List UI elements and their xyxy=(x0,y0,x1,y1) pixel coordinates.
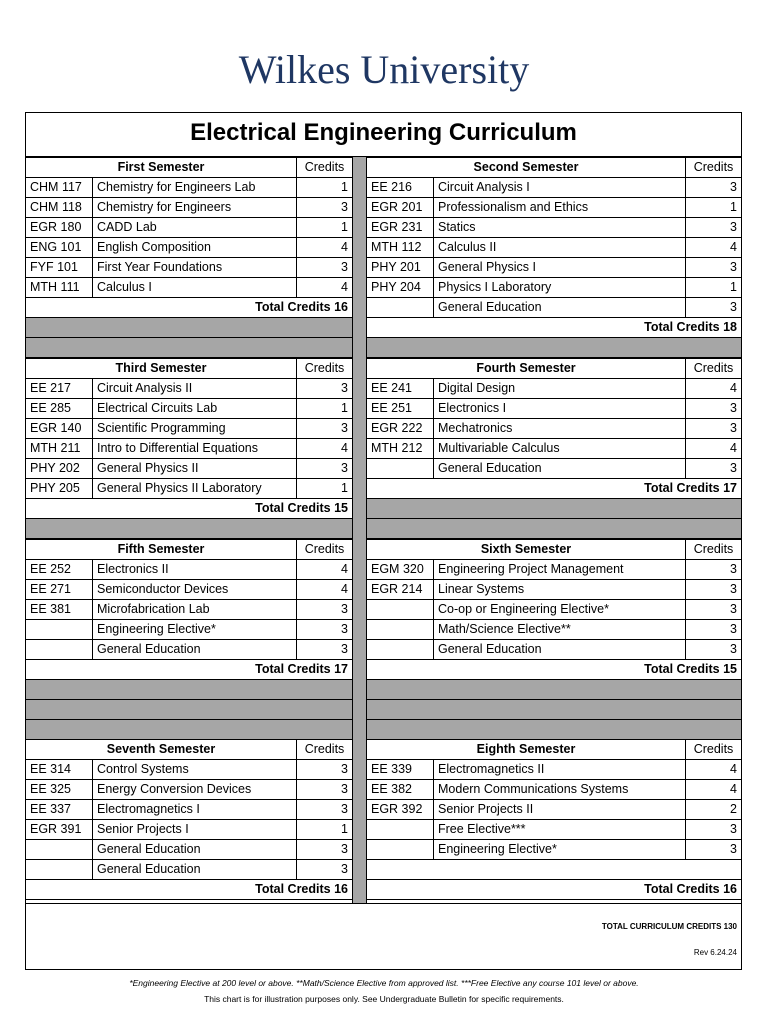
course-code: PHY 202 xyxy=(26,459,93,479)
course-credits: 3 xyxy=(686,640,742,660)
semester-header-row xyxy=(26,740,353,760)
course-row xyxy=(26,178,353,198)
course-row xyxy=(367,800,742,820)
course-code: PHY 204 xyxy=(367,278,434,298)
course-row xyxy=(367,580,742,600)
course-credits: 1 xyxy=(297,820,353,840)
course-credits: 3 xyxy=(297,780,353,800)
spacer-row xyxy=(367,519,742,539)
course-code xyxy=(26,840,93,860)
semester-name: Seventh Semester xyxy=(26,740,297,760)
course-title: Digital Design xyxy=(434,379,686,399)
credits-header: Credits xyxy=(686,359,742,379)
course-title: Electrical Circuits Lab xyxy=(93,399,297,419)
course-row xyxy=(367,198,742,218)
course-title: General Education xyxy=(434,640,686,660)
total-credits: Total Credits 16 xyxy=(26,298,353,318)
course-code xyxy=(367,840,434,860)
footnote-electives: *Engineering Elective at 200 level or above. **Math/Science Elective from approved list. ***Free Elective any course 101 level or above. xyxy=(129,978,639,988)
course-title: Co-op or Engineering Elective* xyxy=(434,600,686,620)
course-code xyxy=(26,640,93,660)
second-semester-table xyxy=(366,157,742,358)
course-credits: 3 xyxy=(297,840,353,860)
course-credits: 3 xyxy=(297,258,353,278)
course-title: Mechatronics xyxy=(434,419,686,439)
course-credits: 3 xyxy=(686,218,742,238)
course-code: EGR 180 xyxy=(26,218,93,238)
semester-name: Fourth Semester xyxy=(367,359,686,379)
course-title: Electromagnetics I xyxy=(93,800,297,820)
course-title: Chemistry for Engineers xyxy=(93,198,297,218)
course-row xyxy=(26,278,353,298)
spacer-row xyxy=(26,519,353,539)
course-row xyxy=(26,640,353,660)
course-credits: 4 xyxy=(686,238,742,258)
fourth-semester-table xyxy=(366,358,742,539)
course-credits: 1 xyxy=(297,178,353,198)
course-row xyxy=(26,800,353,820)
course-credits: 3 xyxy=(297,860,353,880)
course-credits: 3 xyxy=(297,620,353,640)
total-credits: Total Credits 16 xyxy=(367,880,742,900)
course-row xyxy=(26,600,353,620)
total-credits-row xyxy=(26,660,353,680)
course-code: EE 252 xyxy=(26,560,93,580)
course-credits: 4 xyxy=(297,238,353,258)
course-credits: 3 xyxy=(297,800,353,820)
course-row xyxy=(26,840,353,860)
course-code: PHY 205 xyxy=(26,479,93,499)
course-title: General Physics II xyxy=(93,459,297,479)
seventh-semester-table xyxy=(25,739,353,900)
credits-header: Credits xyxy=(686,540,742,560)
course-title: General Education xyxy=(434,459,686,479)
course-code: EE 382 xyxy=(367,780,434,800)
course-code: EGR 201 xyxy=(367,198,434,218)
course-code: CHM 117 xyxy=(26,178,93,198)
course-credits: 1 xyxy=(297,399,353,419)
course-title: Scientific Programming xyxy=(93,419,297,439)
course-credits: 3 xyxy=(297,640,353,660)
course-code xyxy=(367,600,434,620)
spacer-row xyxy=(367,499,742,519)
eighth-semester-table xyxy=(366,739,742,900)
course-credits: 2 xyxy=(686,800,742,820)
course-code: EE 381 xyxy=(26,600,93,620)
course-credits: 3 xyxy=(297,419,353,439)
course-code: EE 337 xyxy=(26,800,93,820)
course-title: Semiconductor Devices xyxy=(93,580,297,600)
course-title: General Physics II Laboratory xyxy=(93,479,297,499)
course-code: EE 251 xyxy=(367,399,434,419)
semester-name: Fifth Semester xyxy=(26,540,297,560)
course-row xyxy=(367,218,742,238)
course-code: EE 216 xyxy=(367,178,434,198)
course-credits: 4 xyxy=(686,379,742,399)
course-row xyxy=(26,620,353,640)
course-credits: 3 xyxy=(686,258,742,278)
semester-table xyxy=(366,739,742,900)
course-title: General Education xyxy=(93,640,297,660)
course-credits: 3 xyxy=(686,178,742,198)
course-credits: 3 xyxy=(297,379,353,399)
course-code xyxy=(367,298,434,318)
course-row xyxy=(367,278,742,298)
course-row xyxy=(367,178,742,198)
total-credits-row xyxy=(367,880,742,900)
course-credits: 4 xyxy=(686,760,742,780)
course-title: Engineering Project Management xyxy=(434,560,686,580)
course-title: Multivariable Calculus xyxy=(434,439,686,459)
course-credits: 4 xyxy=(297,580,353,600)
course-title: Linear Systems xyxy=(434,580,686,600)
course-credits: 4 xyxy=(297,439,353,459)
course-title: General Education xyxy=(93,860,297,880)
column-divider xyxy=(352,157,367,903)
course-title: Electronics I xyxy=(434,399,686,419)
course-title: Modern Communications Systems xyxy=(434,780,686,800)
course-credits: 3 xyxy=(686,560,742,580)
semester-header-row xyxy=(26,158,353,178)
revision-label: Rev 6.24.24 xyxy=(693,948,737,957)
course-title: Engineering Elective* xyxy=(93,620,297,640)
course-row xyxy=(26,258,353,278)
semester-table xyxy=(366,358,742,539)
course-title: Microfabrication Lab xyxy=(93,600,297,620)
course-code: EGR 391 xyxy=(26,820,93,840)
course-row xyxy=(367,640,742,660)
course-code: EE 271 xyxy=(26,580,93,600)
course-code: EE 339 xyxy=(367,760,434,780)
course-row xyxy=(367,760,742,780)
semester-name: First Semester xyxy=(26,158,297,178)
spacer-row xyxy=(367,680,742,700)
course-code: EGR 231 xyxy=(367,218,434,238)
total-credits-row xyxy=(367,479,742,499)
course-title: Math/Science Elective** xyxy=(434,620,686,640)
course-title: General Physics I xyxy=(434,258,686,278)
course-code: MTH 212 xyxy=(367,439,434,459)
course-credits: 3 xyxy=(686,459,742,479)
course-row xyxy=(26,399,353,419)
course-row xyxy=(26,459,353,479)
credits-header: Credits xyxy=(686,740,742,760)
course-title: Senior Projects II xyxy=(434,800,686,820)
course-row xyxy=(26,218,353,238)
first-semester-table xyxy=(25,157,353,358)
total-credits-row xyxy=(26,880,353,900)
credits-header: Credits xyxy=(297,740,353,760)
course-title: Statics xyxy=(434,218,686,238)
course-row xyxy=(367,419,742,439)
total-credits: Total Credits 17 xyxy=(367,479,742,499)
course-row xyxy=(26,238,353,258)
course-credits: 4 xyxy=(686,780,742,800)
course-code: EGR 392 xyxy=(367,800,434,820)
course-credits: 3 xyxy=(297,198,353,218)
course-title: Senior Projects I xyxy=(93,820,297,840)
course-code: EGR 222 xyxy=(367,419,434,439)
course-code xyxy=(26,860,93,880)
course-row xyxy=(26,379,353,399)
course-code: FYF 101 xyxy=(26,258,93,278)
course-row xyxy=(26,198,353,218)
course-code: EGR 140 xyxy=(26,419,93,439)
course-row xyxy=(26,439,353,459)
course-code: MTH 111 xyxy=(26,278,93,298)
course-title: Circuit Analysis I xyxy=(434,178,686,198)
course-credits: 3 xyxy=(686,600,742,620)
course-row xyxy=(367,620,742,640)
course-code: EGM 320 xyxy=(367,560,434,580)
course-credits: 3 xyxy=(297,760,353,780)
course-credits: 3 xyxy=(686,840,742,860)
course-row xyxy=(367,820,742,840)
course-code xyxy=(367,640,434,660)
semester-table xyxy=(366,157,742,358)
course-title: English Composition xyxy=(93,238,297,258)
course-row xyxy=(26,780,353,800)
credits-header: Credits xyxy=(297,359,353,379)
course-code xyxy=(367,459,434,479)
course-code: ENG 101 xyxy=(26,238,93,258)
semester-header-row xyxy=(26,359,353,379)
spacer-row xyxy=(26,318,353,338)
course-title: Calculus I xyxy=(93,278,297,298)
empty-row xyxy=(367,860,742,880)
course-code xyxy=(26,620,93,640)
course-title: General Education xyxy=(434,298,686,318)
total-credits: Total Credits 18 xyxy=(367,318,742,338)
spacer-row xyxy=(26,338,353,358)
course-credits: 3 xyxy=(297,459,353,479)
course-title: Electronics II xyxy=(93,560,297,580)
course-row xyxy=(367,379,742,399)
course-title: Calculus II xyxy=(434,238,686,258)
footnote-disclaimer: This chart is for illustration purposes only. See Undergraduate Bulletin for specific requirements. xyxy=(204,994,564,1004)
semester-header-row xyxy=(26,540,353,560)
total-credits: Total Credits 15 xyxy=(367,660,742,680)
course-credits: 1 xyxy=(686,278,742,298)
spacer-row xyxy=(26,700,353,720)
semester-name: Third Semester xyxy=(26,359,297,379)
course-title: Energy Conversion Devices xyxy=(93,780,297,800)
semester-table xyxy=(366,539,742,740)
course-title: Professionalism and Ethics xyxy=(434,198,686,218)
course-title: CADD Lab xyxy=(93,218,297,238)
semester-table xyxy=(25,358,353,539)
credits-header: Credits xyxy=(297,540,353,560)
total-credits-row xyxy=(367,318,742,338)
semester-header-row xyxy=(367,540,742,560)
course-row xyxy=(26,760,353,780)
third-semester-table xyxy=(25,358,353,539)
course-code: EE 285 xyxy=(26,399,93,419)
course-code: EE 241 xyxy=(367,379,434,399)
spacer-row xyxy=(367,700,742,720)
course-code xyxy=(367,820,434,840)
fifth-semester-table xyxy=(25,539,353,740)
course-credits: 4 xyxy=(686,439,742,459)
total-credits-row xyxy=(26,499,353,519)
university-name: Wilkes University xyxy=(238,47,530,92)
course-credits: 3 xyxy=(686,399,742,419)
sixth-semester-table xyxy=(366,539,742,740)
semester-header-row xyxy=(367,158,742,178)
course-row xyxy=(367,600,742,620)
semester-header-row xyxy=(367,359,742,379)
course-row xyxy=(26,419,353,439)
course-code: MTH 211 xyxy=(26,439,93,459)
semester-header-row xyxy=(367,740,742,760)
page-title: Electrical Engineering Curriculum xyxy=(190,119,577,146)
course-credits: 3 xyxy=(686,419,742,439)
course-row xyxy=(367,459,742,479)
course-code xyxy=(367,620,434,640)
course-row xyxy=(367,298,742,318)
credits-header: Credits xyxy=(686,158,742,178)
course-row xyxy=(367,439,742,459)
course-title: Physics I Laboratory xyxy=(434,278,686,298)
course-credits: 3 xyxy=(686,580,742,600)
total-credits: Total Credits 16 xyxy=(26,880,353,900)
semester-table xyxy=(25,739,353,900)
spacer-row xyxy=(367,720,742,740)
course-credits: 4 xyxy=(297,560,353,580)
course-title: Circuit Analysis II xyxy=(93,379,297,399)
course-row xyxy=(367,399,742,419)
course-title: Engineering Elective* xyxy=(434,840,686,860)
total-credits-row xyxy=(367,660,742,680)
course-row xyxy=(26,580,353,600)
semester-table xyxy=(25,157,353,358)
spacer-row xyxy=(367,338,742,358)
course-row xyxy=(26,479,353,499)
course-credits: 3 xyxy=(686,620,742,640)
semester-name: Second Semester xyxy=(367,158,686,178)
credits-header: Credits xyxy=(297,158,353,178)
course-title: General Education xyxy=(93,840,297,860)
course-credits: 3 xyxy=(686,820,742,840)
course-row xyxy=(367,780,742,800)
semester-name: Sixth Semester xyxy=(367,540,686,560)
course-code: EE 217 xyxy=(26,379,93,399)
total-credits: Total Credits 17 xyxy=(26,660,353,680)
course-row xyxy=(26,860,353,880)
course-row xyxy=(367,840,742,860)
course-row xyxy=(367,560,742,580)
tables-bottom-line xyxy=(25,903,742,904)
course-credits: 3 xyxy=(686,298,742,318)
course-code: MTH 112 xyxy=(367,238,434,258)
course-title: Free Elective*** xyxy=(434,820,686,840)
course-title: Intro to Differential Equations xyxy=(93,439,297,459)
course-title: First Year Foundations xyxy=(93,258,297,278)
course-credits: 3 xyxy=(297,600,353,620)
spacer-row xyxy=(26,720,353,740)
spacer-row xyxy=(26,680,353,700)
course-code: EGR 214 xyxy=(367,580,434,600)
course-credits: 4 xyxy=(297,278,353,298)
semester-table xyxy=(25,539,353,740)
semester-name: Eighth Semester xyxy=(367,740,686,760)
total-credits-row xyxy=(26,298,353,318)
course-code: EE 314 xyxy=(26,760,93,780)
course-credits: 1 xyxy=(297,479,353,499)
course-credits: 1 xyxy=(686,198,742,218)
course-credits: 1 xyxy=(297,218,353,238)
course-code: EE 325 xyxy=(26,780,93,800)
course-title: Electromagnetics II xyxy=(434,760,686,780)
course-code: CHM 118 xyxy=(26,198,93,218)
course-row xyxy=(367,258,742,278)
course-row xyxy=(367,238,742,258)
course-title: Chemistry for Engineers Lab xyxy=(93,178,297,198)
course-row xyxy=(26,820,353,840)
course-code: PHY 201 xyxy=(367,258,434,278)
course-title: Control Systems xyxy=(93,760,297,780)
total-curriculum-credits: TOTAL CURRICULUM CREDITS 130 xyxy=(601,922,737,931)
course-row xyxy=(26,560,353,580)
total-credits: Total Credits 15 xyxy=(26,499,353,519)
